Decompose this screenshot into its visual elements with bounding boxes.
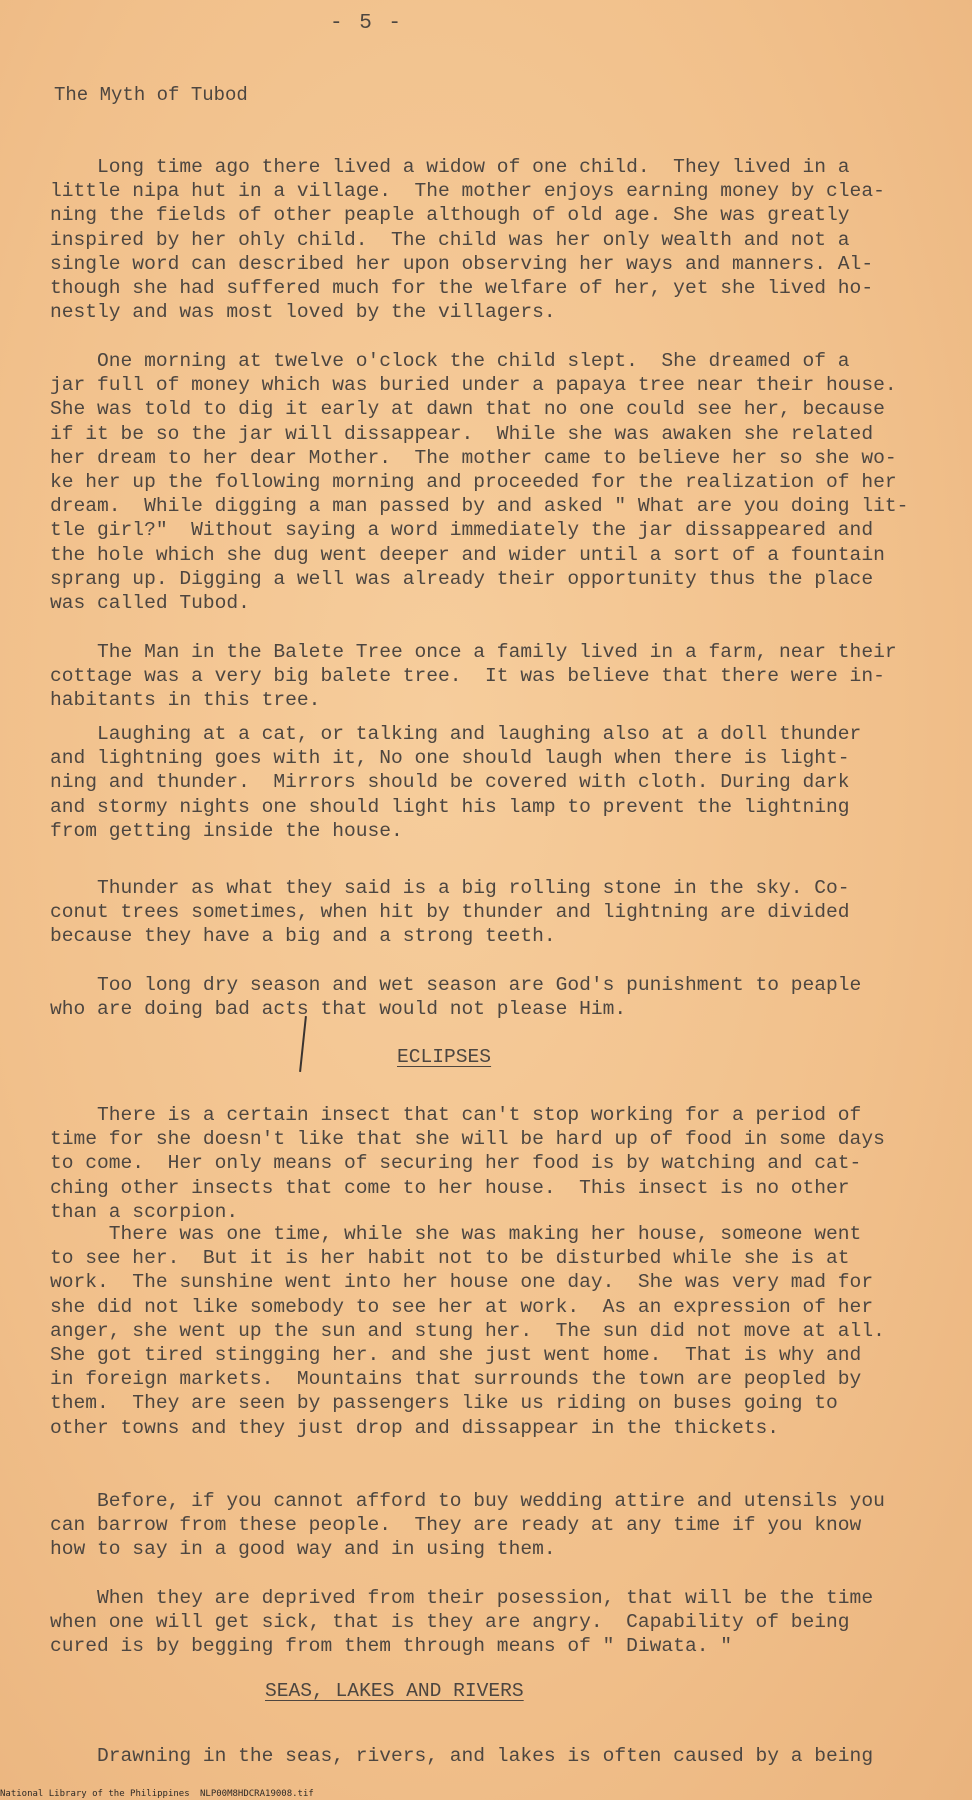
footer-filename: NLP00M8HDCRA19008.tif (200, 1789, 314, 1799)
paragraph-sun: There was one time, while she was making her house, someone went to see her. But it is her habit not to be disturbed while she is at work. The sunshine went into her house one day. She was very mad for she did not like somebody to see her at work. As an expression of her anger, she went up the sun and stung her. The sun did not move at all. She got tired stingging her. and she just went home. That is why and in foreign markets. Mountains that surrounds the town are peopled by them. They are seen by passengers like us riding on buses going to other towns and they just drop and dissappear in the thickets. (50, 1223, 885, 1439)
pen-mark (299, 1016, 307, 1072)
paragraph-dream: One morning at twelve o'clock the child slept. She dreamed of a jar full of money which was buried under a papaya tree near their house. She was told to dig it early at dawn that no one could see her, because if it be so the jar will dissappear. While she was awaken she related her dream to her dear Mother. The mother came to believe her so she wo- ke her up the following morning and proceeded for the realization of her dream. While digging a man passed by and asked " What are you doing lit- tle girl?" Without saying a word immediately the jar dissappeared and the hole which she dug went deeper and wider until a sort of a fountain sprang up. Digging a well was already their opportunity thus the place was called Tubod. (50, 350, 909, 615)
heading-seas-lakes-rivers: SEAS, LAKES AND RIVERS (265, 1680, 524, 1702)
heading-eclipses: ECLIPSES (397, 1046, 492, 1068)
paragraph-lightning: Laughing at a cat, or talking and laughing also at a doll thunder and lightning goes with it, No one should laugh when there is light- ning and thunder. Mirrors should be covered with cloth. During dark and stormy nights one should light his lamp to prevent the lightning from getting inside the house. (50, 723, 862, 842)
paragraph-diwata: When they are deprived from their posession, that will be the time when one will get sick, that is they are angry. Capability of being cured is by begging from them through means of " Diwata. " (50, 1587, 874, 1658)
page-number: - 5 - (330, 12, 404, 35)
paragraph-widow: Long time ago there lived a widow of one child. They lived in a little nipa hut in a village. The mother enjoys earning money by clea- ning the fields of other peaple although of old age. She was greatly inspired by her ohly child. The child was her only wealth and not a single word can described her upon observing her ways and manners. Al- though she had suffered much for the welfare of her, yet she lived ho- nestly and was most loved by the villagers. (50, 156, 885, 324)
paragraph-thunder: Thunder as what they said is a big rolling stone in the sky. Co- conut trees sometimes, when hit by thunder and lightning are divided because they have a big and a strong teeth. (50, 877, 850, 948)
paragraph-scorpion: There is a certain insect that can't stop working for a period of time for she doesn't like that she will be hard up of food in some days to come. Her only means of securing her food is by watching and cat- ching other insects that come to her house. This insect is no other than a scorpion. (50, 1104, 885, 1223)
paragraph-seasons: Too long dry season and wet season are God's punishment to peaple who are doing bad acts that would not please Him. (50, 974, 862, 1021)
paragraph-wedding: Before, if you cannot afford to buy wedding attire and utensils you can barrow from these people. They are ready at any time if you know how to say in a good way and in using them. (50, 1490, 885, 1561)
document-title: The Myth of Tubod (54, 84, 248, 106)
paragraph-balete: The Man in the Balete Tree once a family lived in a farm, near their cottage was a very big balete tree. It was believe that there were in- habitants in this tree. (50, 641, 897, 712)
paragraph-drowning: Drawning in the seas, rivers, and lakes is often caused by a being (50, 1745, 874, 1767)
footer-library: National Library of the Philippines (0, 1789, 190, 1799)
